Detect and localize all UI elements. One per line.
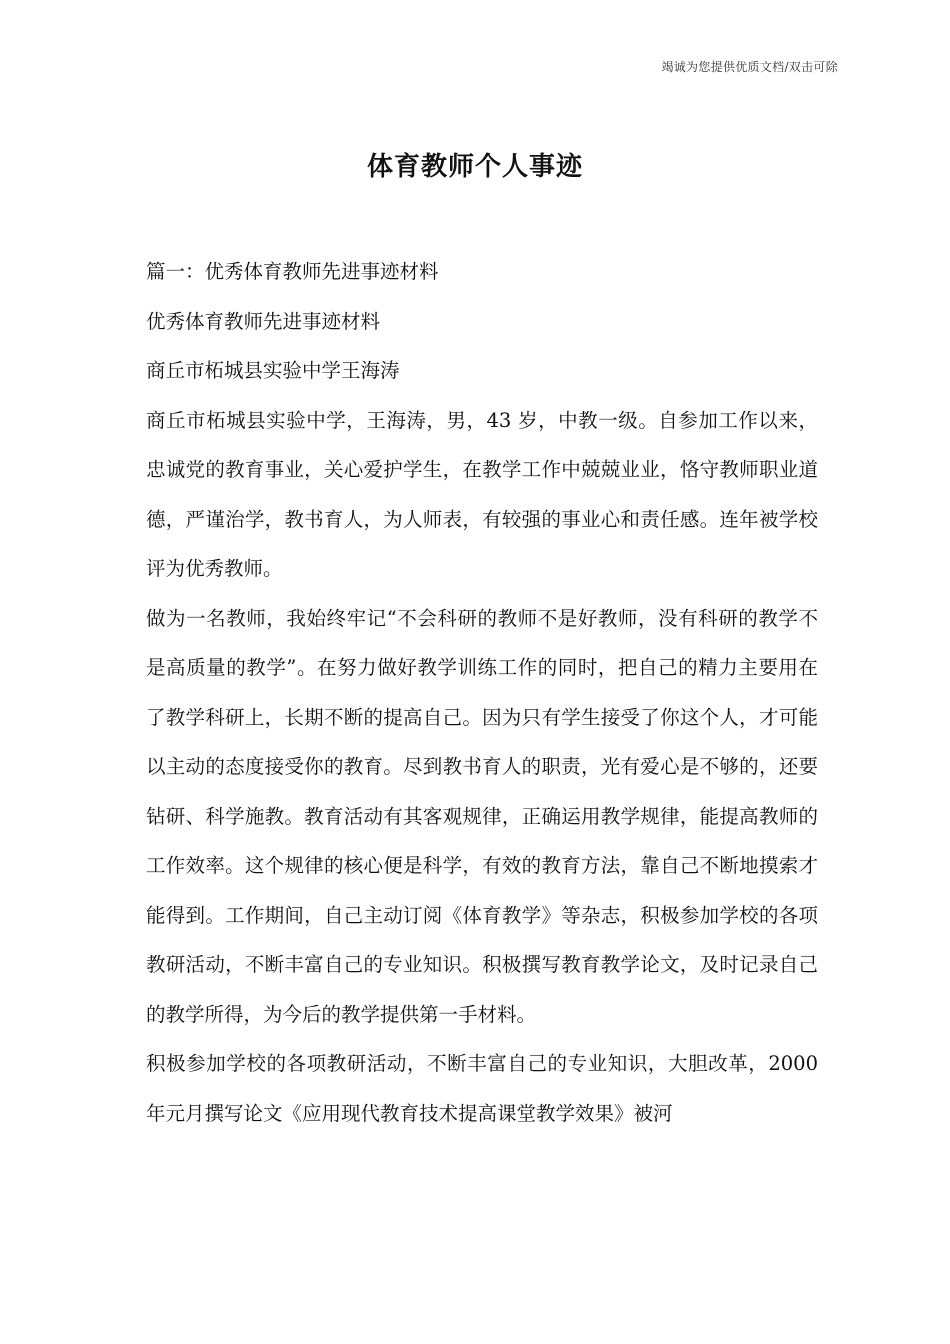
paragraph-body: 商丘市柘城县实验中学，王海涛，男，43 岁，中教一级。自参加工作以来，忠诚党的教育事业，关心爱护学生，在教学工作中兢兢业业，恪守教师职业道德，严谨治学，教书育人，为人师表，有较强的事业心和责任感。连年被学校评为优秀教师。 [146, 408, 818, 580]
paragraph-author: 商丘市柘城县实验中学王海涛 [146, 359, 400, 382]
paragraph-subtitle: 优秀体育教师先进事迹材料 [146, 309, 381, 333]
paragraph-body: 做为一名教师，我始终牢记“不会科研的教师不是好教师，没有科研的教学不是高质量的教学”。在努力做好教学训练工作的同时，把自己的精力主要用在了教学科研上，长期不断的提高自己。因为只有学生接受了你这个人，才可能以主动的态度接受你的教育。尽到教书育人的职责，光有爱心是不够的，还要钻研、科学施教。教育活动有其客观规律，正确运用教学规律，能提高教师的工作效率。这个规律的核心便是科学，有效的教育方法，靠自己不断地摸索才能得到。工作期间，自己主动订阅《体育教学》等杂志，积极参加学校的各项教研活动，不断丰富自己的专业知识。积极撰写教育教学论文，及时记录自己的教学所得，为今后的教学提供第一手材料。 [146, 606, 818, 1026]
document-body [146, 247, 818, 1138]
header-note: 竭诚为您提供优质文档/双击可除 [661, 60, 838, 74]
paragraph-body: 积极参加学校的各项教研活动，不断丰富自己的专业知识，大胆改革，2000 年元月撰写论文《应用现代教育技术提高课堂教学效果》被河 [146, 1052, 818, 1125]
document-title: 体育教师个人事迹 [366, 152, 583, 182]
paragraph-section-heading: 篇一：优秀体育教师先进事迹材料 [146, 260, 439, 283]
